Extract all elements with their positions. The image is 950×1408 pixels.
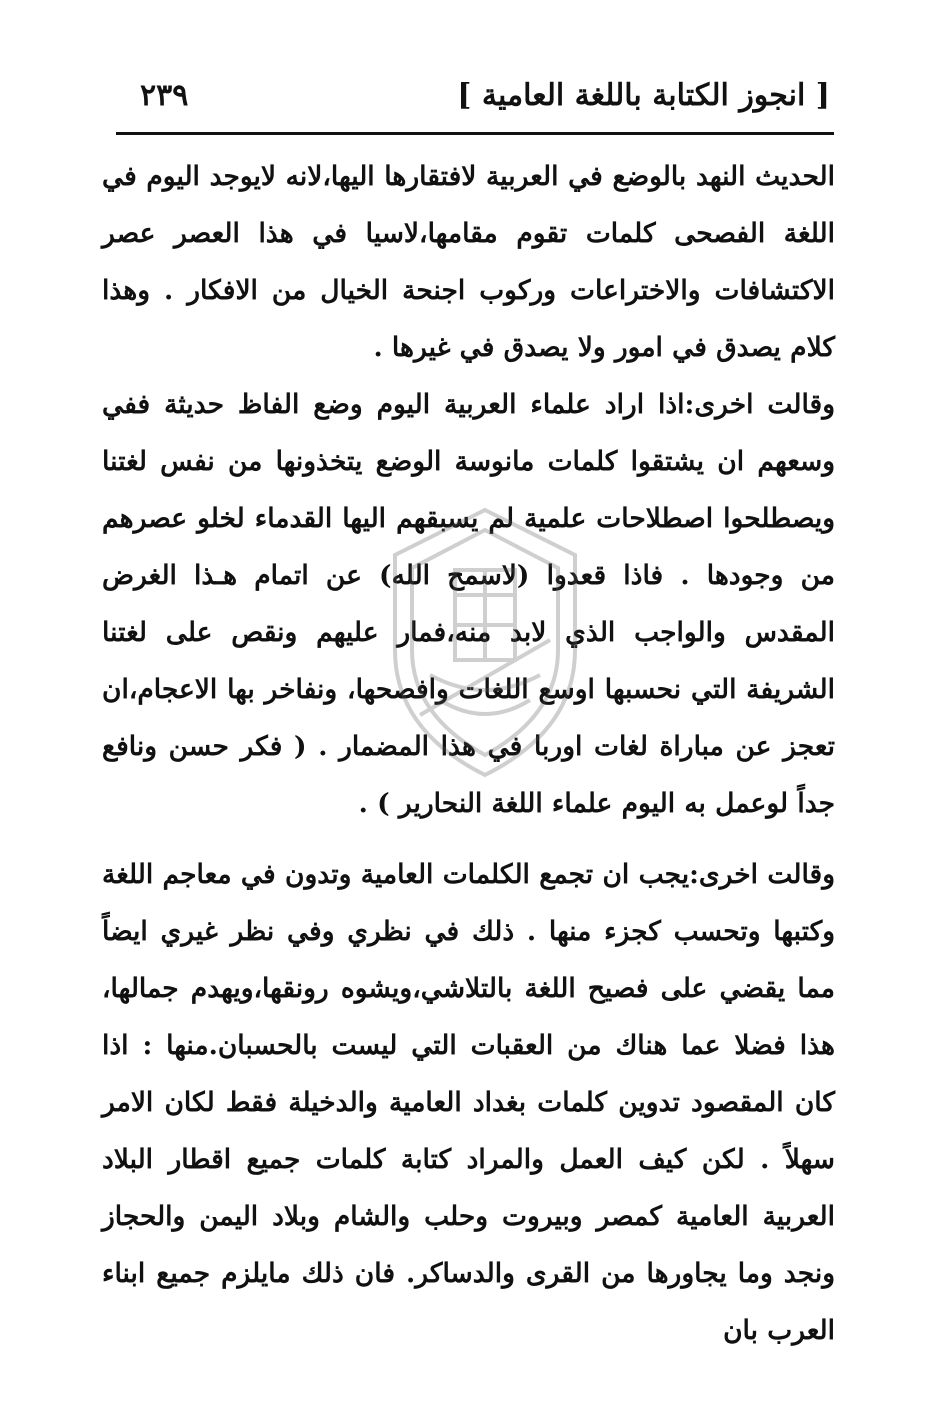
page-number: ٢٣٩ xyxy=(140,78,189,113)
paragraph-2: وقالت اخرى:اذا اراد علماء العربية اليوم وضع الفاظ حديثة ففي وسعهم ان يشتقوا كلمات مانوسة الوضع يتخذونها من نفس لغتنا ويصطلحوا اصطلاحات علمية لم يسبقهم اليها القدماء لخلو عصرهم من وجودها . فاذا قعدوا (لاسمح الله) عن اتمام هـذا الغرض المقدس والواجب الذي لابد منه،فمار عليهم ونقص على لغتنا الشريفة التي نحسبها اوسع اللغات وافصحها، ونفاخر بها الاعجام،ان تعجز عن مباراة لغات اوربا في هذا المضمار . ( فكر حسن ونافع جداً لوعمل به اليوم علماء اللغة النحارير ) . xyxy=(102,389,835,819)
running-head: [ انجوز الكتابة باللغة العامية ] xyxy=(457,78,830,113)
header-rule xyxy=(116,132,834,135)
paragraph-3: وقالت اخرى:يجب ان تجمع الكلمات العامية وتدون في معاجم اللغة وكتبها وتحسب كجزء منها . ذلك في نظري وفي نظر غيري ايضاً مما يقضي على فصيح اللغة بالتلاشي،ويشوه رونقها،ويهدم جمالها، هذا فضلا عما هناك من العقبات التي ليست بالحسبان.منها : اذا كان المقصود تدوين كلمات بغداد العامية والدخيلة فقط لكان الامر سهلاً . لكن كيف العمل والمراد كتابة كلمات جميع اقطار البلاد العربية العامية كمصر وبيروت وحلب والشام وبلاد اليمن والحجاز ونجد وما يجاورها من القرى والدساكر. فان ذلك مايلزم جميع ابناء العرب بان xyxy=(102,859,835,1346)
paragraph-1: الحديث النهد بالوضع في العربية لافتقارها اليها،لانه لايوجد اليوم في اللغة الفصحى كلمات تقوم مقامها،لاسيا في هذا العصر عصر الاكتشافات والاختراعات وركوب اجنحة الخيال من الافكار . وهذا كلام يصدق في امور ولا يصدق في غيرها . xyxy=(102,161,835,363)
page-header xyxy=(118,78,830,128)
body-text xyxy=(102,148,835,1359)
